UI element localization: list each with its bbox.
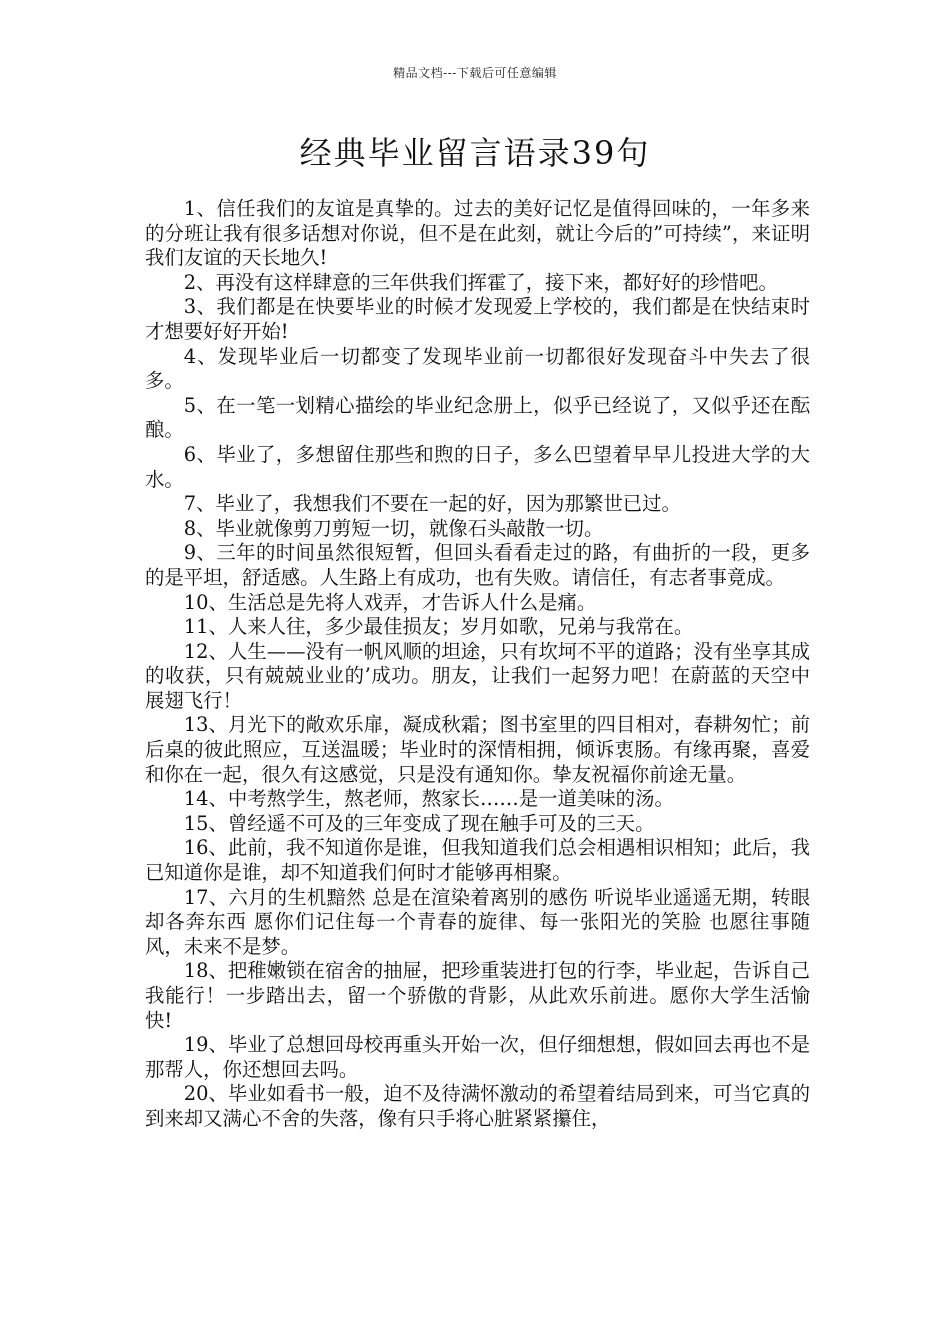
paragraph-11: 11、人来人往，多少最佳损友；岁月如歌，兄弟与我常在。 — [183, 615, 694, 639]
paragraph-4: 4、发现毕业后一切都变了发现毕业前一切都很好发现奋斗中失去了很多。 — [145, 344, 810, 393]
paragraph-7: 7、毕业了，我想我们不要在一起的好，因为那繁世已过。 — [183, 492, 681, 516]
paragraph-1: 1、信任我们的友谊是真挚的。过去的美好记忆是值得回味的，一年多来的分班让我有很多话想对你说，但不是在此刻，就让今后的”可持续”，来证明我们友谊的天长地久! — [145, 197, 810, 270]
paragraph-14: 14、中考熬学生，熬老师，熬家长……是一道美味的汤。 — [183, 787, 674, 811]
paragraph-10: 10、生活总是先将人戏弄，才告诉人什么是痛。 — [183, 590, 597, 614]
paragraph-2: 2、再没有这样肆意的三年供我们挥霍了，接下来，都好好的珍惜吧。 — [183, 270, 778, 294]
paragraph-17: 17、六月的生机黯然 总是在渲染着离别的感伤 听说毕业遥遥无期，转眼却各奔东西 愿你们记住每一个青春的旋律、每一张阳光的笑脸 也愿往事随风，未来不是梦。 — [145, 885, 810, 958]
paragraph-6: 6、毕业了，多想留住那些和煦的日子，多么巴望着早早儿投进大学的大水。 — [145, 442, 810, 491]
paragraph-15: 15、曾经遥不可及的三年变成了现在触手可及的三天。 — [183, 811, 655, 835]
paragraph-20: 20、毕业如看书一般，迫不及待满怀激动的希望着结局到来，可当它真的到来却又满心不舍的失落，像有只手将心脏紧紧攥住， — [145, 1082, 810, 1130]
paragraph-5: 5、在一笔一划精心描绘的毕业纪念册上，似乎已经说了，又似乎还在酝酿。 — [145, 393, 810, 442]
paragraph-8: 8、毕业就像剪刀剪短一切，就像石头敲散一切。 — [183, 516, 604, 540]
paragraph-13: 13、月光下的敞欢乐扉，凝成秋霜；图书室里的四目相对，春耕匆忙；前后桌的彼此照应，互送温暖；毕业时的深情相拥，倾诉衷肠。有缘再聚，喜爱和你在一起，很久有这感觉，只是没有通知你。挚友祝福你前途无量。 — [145, 713, 810, 786]
document-body — [145, 197, 810, 1132]
paragraph-3: 3、我们都是在快要毕业的时候才发现爱上学校的，我们都是在快结束时才想要好好开始! — [145, 295, 810, 343]
header-note: 精品文档---下载后可任意编辑 — [393, 66, 557, 80]
paragraph-19: 19、毕业了总想回母校再重头开始一次，但仔细想想，假如回去再也不是那帮人，你还想回去吗。 — [145, 1033, 810, 1081]
paragraph-9: 9、三年的时间虽然很短暂，但回头看看走过的路，有曲折的一段，更多的是平坦，舒适感。人生路上有成功，也有失败。请信任，有志者事竟成。 — [145, 541, 810, 589]
paragraph-12: 12、人生——没有一帆风顺的坦途，只有坎坷不平的道路；没有坐享其成的收获，只有兢兢业业的’成功。朋友，让我们一起努力吧！在蔚蓝的天空中展翅飞行！ — [145, 639, 810, 712]
paragraph-16: 16、此前，我不知道你是谁，但我知道我们总会相遇相识相知；此后，我已知道你是谁，却不知道我们何时才能够再相聚。 — [145, 836, 810, 885]
paragraph-18: 18、把稚嫩锁在宿舍的抽屉，把珍重装进打包的行李，毕业起，告诉自己我能行！一步踏出去，留一个骄傲的背影，从此欢乐前进。愿你大学生活愉快! — [145, 959, 810, 1032]
document-title: 经典毕业留言语录39句 — [299, 134, 651, 172]
